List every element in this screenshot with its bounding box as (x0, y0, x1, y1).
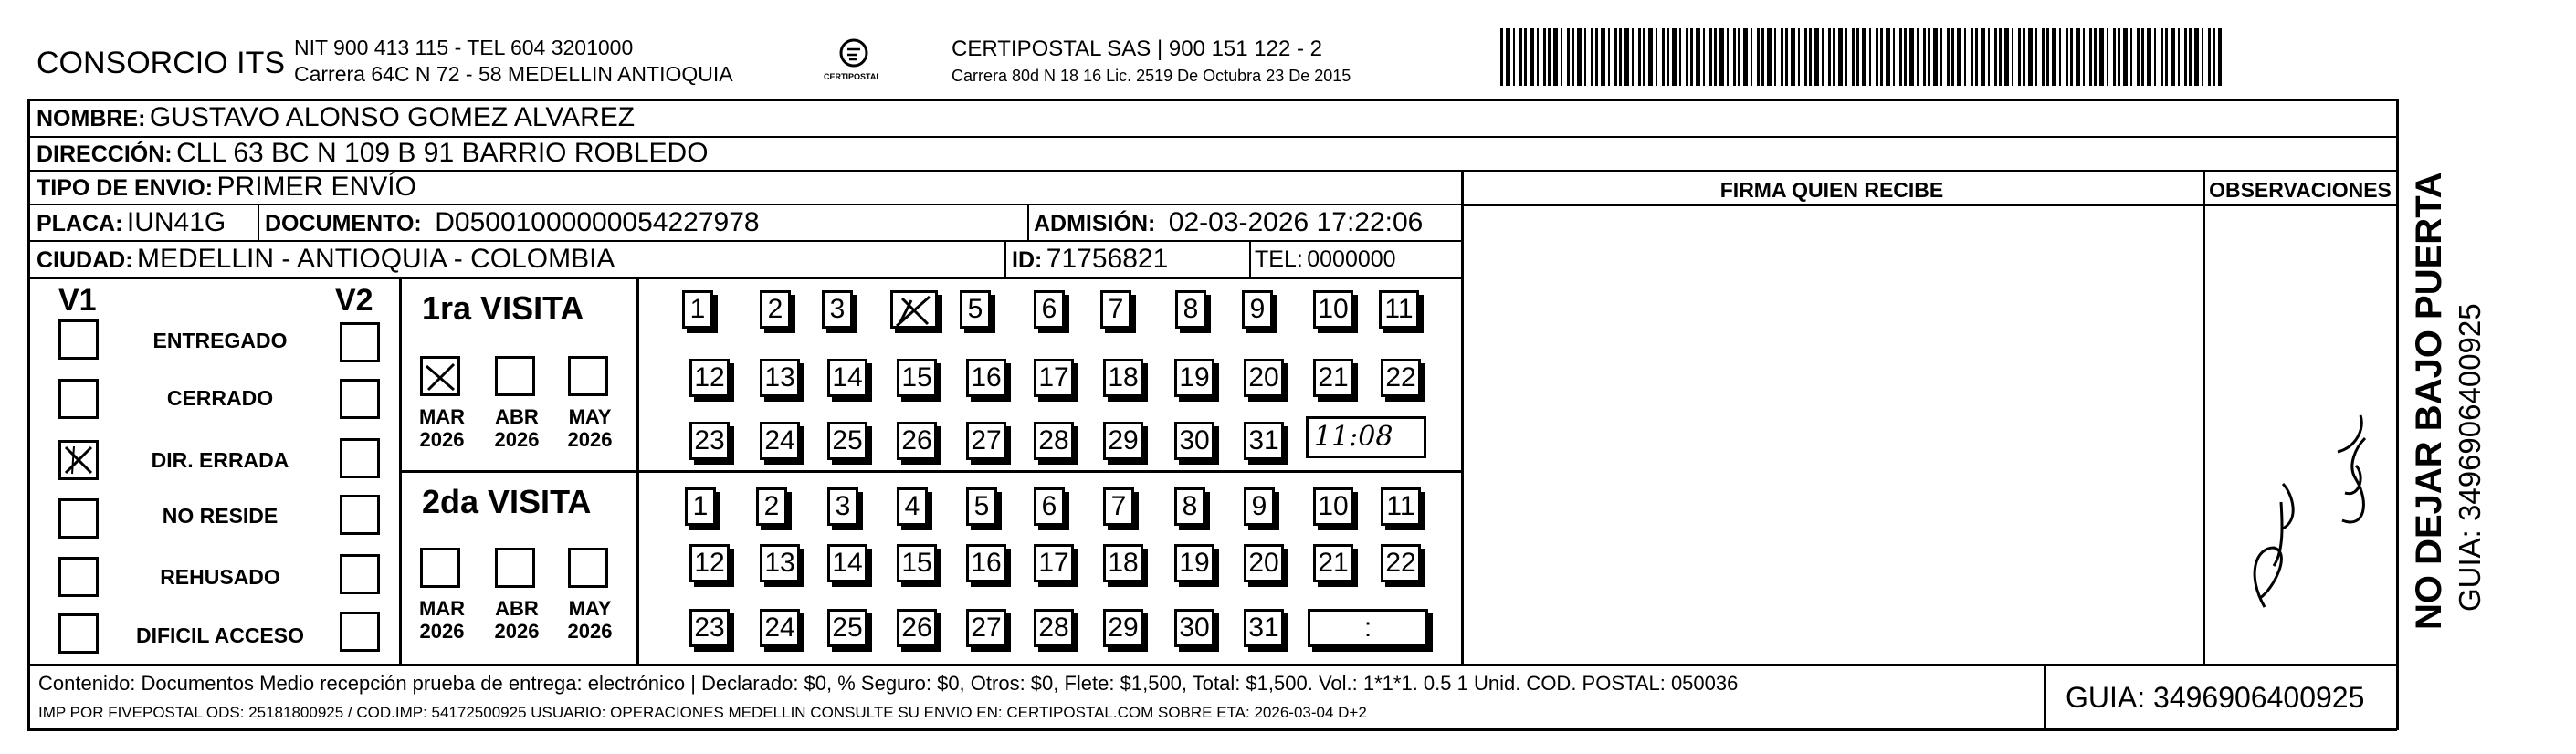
visit2-day[interactable]: 14 (827, 544, 867, 582)
v1-checkbox-dificil-acceso[interactable] (58, 613, 99, 654)
row-divider (27, 240, 1461, 242)
visit2-day[interactable]: 19 (1174, 544, 1214, 582)
v1-checkbox-entregado[interactable] (58, 319, 99, 360)
month-year: 2026 (567, 428, 613, 452)
visit2-day[interactable]: 20 (1244, 544, 1284, 582)
side-guia: GUIA: 3496906400925 (2453, 303, 2487, 612)
month-name: MAY (568, 405, 612, 428)
certipostal-logo (822, 35, 886, 93)
tel-label: TEL: (1255, 246, 1303, 272)
status-label-cerrado: CERRADO (166, 386, 274, 410)
v1-checkbox-dir-errada[interactable] (58, 440, 99, 480)
visit2-month-mar-label (413, 597, 471, 644)
visit1-day[interactable]: 11 (1379, 290, 1419, 329)
footer-imp: IMP POR FIVEPOSTAL ODS: 25181800925 / COD.IMP: 54172500925 USUARIO: OPERACIONES MEDELLIN CONSULTE SU ENVIO EN: CERTIPOSTAL.COM SOBRE ETA: 2026-03-04 D+2 (38, 704, 1367, 721)
visit2-month-mar-checkbox[interactable] (420, 548, 460, 588)
barcode (1500, 28, 2222, 86)
visit2-day[interactable]: 21 (1313, 544, 1353, 582)
visit2-day[interactable]: 6 (1034, 487, 1065, 526)
visit2-day[interactable]: 9 (1244, 487, 1275, 526)
visit1-day[interactable]: 20 (1244, 359, 1284, 397)
row-divider (27, 277, 1461, 279)
visit2-day[interactable]: 27 (966, 609, 1006, 647)
frame-left (27, 99, 30, 730)
month-year: 2026 (567, 620, 613, 644)
observations-header: OBSERVACIONES (2209, 178, 2392, 202)
visit2-day[interactable]: 28 (1034, 609, 1074, 647)
handwritten-signature (2228, 393, 2383, 621)
month-name: MAR (418, 405, 466, 428)
visit1-day[interactable]: 1 (682, 290, 713, 329)
visit1-day[interactable]: 26 (897, 422, 937, 460)
footer-guia-divider (2044, 665, 2046, 728)
status-label-dir-errada: DIR. ERRADA (151, 448, 289, 472)
visit1-day[interactable]: 8 (1175, 290, 1206, 329)
v2-checkbox-dir-errada[interactable] (340, 438, 380, 478)
visit1-day-marked[interactable] (890, 290, 938, 329)
v1-checkbox-no-reside[interactable] (58, 498, 99, 539)
visit2-day[interactable]: 13 (760, 544, 800, 582)
visit2-day[interactable]: 18 (1103, 544, 1143, 582)
visit1-month-may-checkbox[interactable] (568, 356, 608, 396)
footer-guia: GUIA: 3496906400925 (2066, 681, 2365, 714)
visit2-day[interactable]: 3 (827, 487, 858, 526)
v2-checkbox-entregado[interactable] (340, 322, 380, 362)
month-name: ABR (495, 405, 539, 428)
city-label: CIUDAD: (37, 247, 133, 273)
visit2-day[interactable]: 23 (689, 609, 730, 647)
v1-checkbox-rehusado[interactable] (58, 557, 99, 597)
visit1-time-field[interactable] (1306, 416, 1426, 458)
frame-right (2396, 99, 2399, 730)
plate-divider (258, 205, 259, 240)
visit1-month-abr-label (488, 405, 546, 452)
check-x-icon (423, 359, 457, 393)
visit2-day[interactable]: 2 (756, 487, 787, 526)
check-x-icon (61, 443, 96, 477)
visit1-day[interactable]: 7 (1100, 290, 1131, 329)
company-nit: NIT 900 413 115 - TEL 604 3201000 (294, 36, 634, 59)
visit2-day[interactable]: 5 (966, 487, 997, 526)
footer-top (27, 664, 2397, 666)
visit2-day[interactable]: 1 (685, 487, 716, 526)
visit2-day[interactable]: 30 (1174, 609, 1214, 647)
visit1-month-may-label (561, 405, 619, 452)
footer-content: Contenido: Documentos Medio recepción prueba de entrega: electrónico | Declarado: $0, % Seguro: $0, Otros: $0, Flete: $1,500, Total: $1,500. Vol.: 1*1*1. 0.5 1 Unid. COD. POSTAL: 050036 (38, 672, 1739, 695)
name-value: GUSTAVO ALONSO GOMEZ ALVAREZ (149, 102, 636, 132)
visit1-time-value: 11:08 (1314, 421, 1393, 453)
tel-field (1255, 248, 1396, 271)
admission-divider (1027, 205, 1029, 240)
visit2-time-field[interactable]: : (1308, 609, 1428, 647)
v2-checkbox-no-reside[interactable] (340, 495, 380, 535)
visit1-day[interactable]: 23 (689, 422, 730, 460)
visit1-month-mar-label (413, 405, 471, 452)
visit2-day[interactable]: 8 (1174, 487, 1205, 526)
visit1-day[interactable]: 5 (960, 290, 991, 329)
visit1-day[interactable]: 25 (827, 422, 867, 460)
status-label-no-reside: NO RESIDE (162, 504, 279, 528)
visit1-day[interactable]: 14 (827, 359, 867, 397)
v2-checkbox-dificil-acceso[interactable] (340, 612, 380, 652)
status-label-dificil-acceso: DIFICIL ACCESO (135, 623, 304, 647)
document-label: DOCUMENTO: (265, 211, 422, 236)
month-name: MAY (568, 597, 612, 620)
visit2-month-may-checkbox[interactable] (568, 548, 608, 588)
v2-checkbox-cerrado[interactable] (340, 379, 380, 419)
visit2-day[interactable]: 10 (1313, 487, 1353, 526)
v2-checkbox-rehusado[interactable] (340, 554, 380, 594)
visit1-day[interactable]: 22 (1381, 359, 1421, 397)
visit1-day[interactable]: 16 (966, 359, 1006, 397)
visit2-day[interactable]: 26 (897, 609, 937, 647)
name-row (37, 104, 635, 131)
logo-text: CERTIPOSTAL (824, 72, 881, 81)
visit1-day[interactable]: 12 (689, 359, 730, 397)
visit1-month-abr-checkbox[interactable] (495, 356, 535, 396)
id-value: 71756821 (1046, 244, 1169, 274)
type-label: TIPO DE ENVIO: (37, 175, 214, 201)
visit2-day[interactable]: 22 (1381, 544, 1421, 582)
visit2-day[interactable]: 29 (1103, 609, 1143, 647)
status-label-rehusado: REHUSADO (160, 565, 280, 589)
second-visit-title: 2da VISITA (422, 483, 592, 520)
visit1-day[interactable]: 24 (760, 422, 800, 460)
visit2-day[interactable]: 24 (760, 609, 800, 647)
v1-checkbox-cerrado[interactable] (58, 379, 99, 419)
id-label: ID: (1012, 247, 1043, 273)
visit2-day[interactable]: 17 (1034, 544, 1074, 582)
address-label: DIRECCIÓN: (37, 141, 173, 167)
type-value: PRIMER ENVÍO (216, 172, 416, 202)
visit2-month-abr-checkbox[interactable] (495, 548, 535, 588)
visit1-day[interactable]: 15 (897, 359, 937, 397)
column-divider (1461, 172, 1464, 665)
id-field (1012, 246, 1168, 273)
frame-top (27, 99, 2397, 101)
visit2-day[interactable]: 7 (1103, 487, 1134, 526)
visit2-day[interactable]: 11 (1381, 487, 1421, 526)
visit1-day[interactable]: 2 (760, 290, 791, 329)
visit2-day[interactable]: 31 (1244, 609, 1284, 647)
observations-header-line (1461, 204, 2396, 206)
visit1-day[interactable]: 28 (1034, 422, 1074, 460)
address-value: CLL 63 BC N 109 B 91 BARRIO ROBLEDO (176, 138, 709, 168)
signature-header: FIRMA QUIEN RECIBE (1719, 178, 1944, 202)
visit-separator (399, 470, 1461, 473)
visit1-day[interactable]: 6 (1034, 290, 1065, 329)
month-year: 2026 (419, 620, 465, 644)
visit1-day[interactable]: 30 (1174, 422, 1214, 460)
admission-label: ADMISIÓN: (1034, 211, 1156, 236)
admission-value: 02-03-2026 17:22:06 (1168, 207, 1424, 237)
id-divider (1004, 242, 1006, 277)
month-name: ABR (495, 597, 539, 620)
first-visit-title: 1ra VISITA (422, 289, 584, 327)
visit1-day[interactable]: 10 (1313, 290, 1353, 329)
visit1-day[interactable]: 27 (966, 422, 1006, 460)
month-year: 2026 (494, 620, 540, 644)
v2-label: V2 (335, 283, 373, 318)
visit2-month-may-label (561, 597, 619, 644)
month-name: MAR (418, 597, 466, 620)
plate-label: PLACA: (37, 211, 123, 236)
handwritten-x-icon (893, 293, 935, 330)
document-value: D05001000000054227978 (435, 207, 760, 237)
plate-value: IUN41G (126, 207, 226, 237)
tel-divider (1249, 242, 1251, 277)
visit1-day[interactable]: 19 (1174, 359, 1214, 397)
visit1-day[interactable]: 9 (1242, 290, 1273, 329)
company-name: CONSORCIO ITS (37, 46, 286, 80)
month-year: 2026 (494, 428, 540, 452)
name-label: NOMBRE: (37, 106, 146, 131)
visit1-day[interactable]: 31 (1244, 422, 1284, 460)
visit2-day[interactable]: 12 (689, 544, 730, 582)
column-divider (2203, 172, 2205, 665)
document-field (265, 209, 760, 236)
courier-address: Carrera 80d N 18 16 Lic. 2519 De Octubra 23 De 2015 (952, 67, 1351, 85)
visit1-day[interactable]: 13 (760, 359, 800, 397)
visit1-day[interactable]: 29 (1103, 422, 1143, 460)
visit1-day[interactable]: 18 (1103, 359, 1143, 397)
status-label-entregado: ENTREGADO (152, 329, 288, 352)
visit2-day[interactable]: 25 (827, 609, 867, 647)
v1-label: V1 (58, 283, 97, 318)
frame-bottom (27, 728, 2397, 731)
visit2-day[interactable]: 15 (897, 544, 937, 582)
plate-field (37, 209, 226, 236)
visit2-day[interactable]: 4 (897, 487, 928, 526)
type-row (37, 173, 416, 201)
city-field (37, 246, 615, 273)
visit1-month-mar-checkbox[interactable] (420, 356, 460, 396)
visit2-month-abr-label (488, 597, 546, 644)
visit1-day[interactable]: 3 (822, 290, 853, 329)
courier-name: CERTIPOSTAL SAS | 900 151 122 - 2 (952, 37, 1322, 61)
address-row (37, 140, 709, 167)
visit1-day[interactable]: 21 (1313, 359, 1353, 397)
visit2-day[interactable]: 16 (966, 544, 1006, 582)
admission-field (1034, 209, 1423, 236)
city-value: MEDELLIN - ANTIOQUIA - COLOMBIA (137, 244, 615, 274)
tel-value: 0000000 (1307, 246, 1396, 272)
side-warning: NO DEJAR BAJO PUERTA (2409, 172, 2449, 630)
company-address: Carrera 64C N 72 - 58 MEDELLIN ANTIOQUIA (294, 62, 733, 86)
visit1-day[interactable]: 17 (1034, 359, 1074, 397)
month-year: 2026 (419, 428, 465, 452)
